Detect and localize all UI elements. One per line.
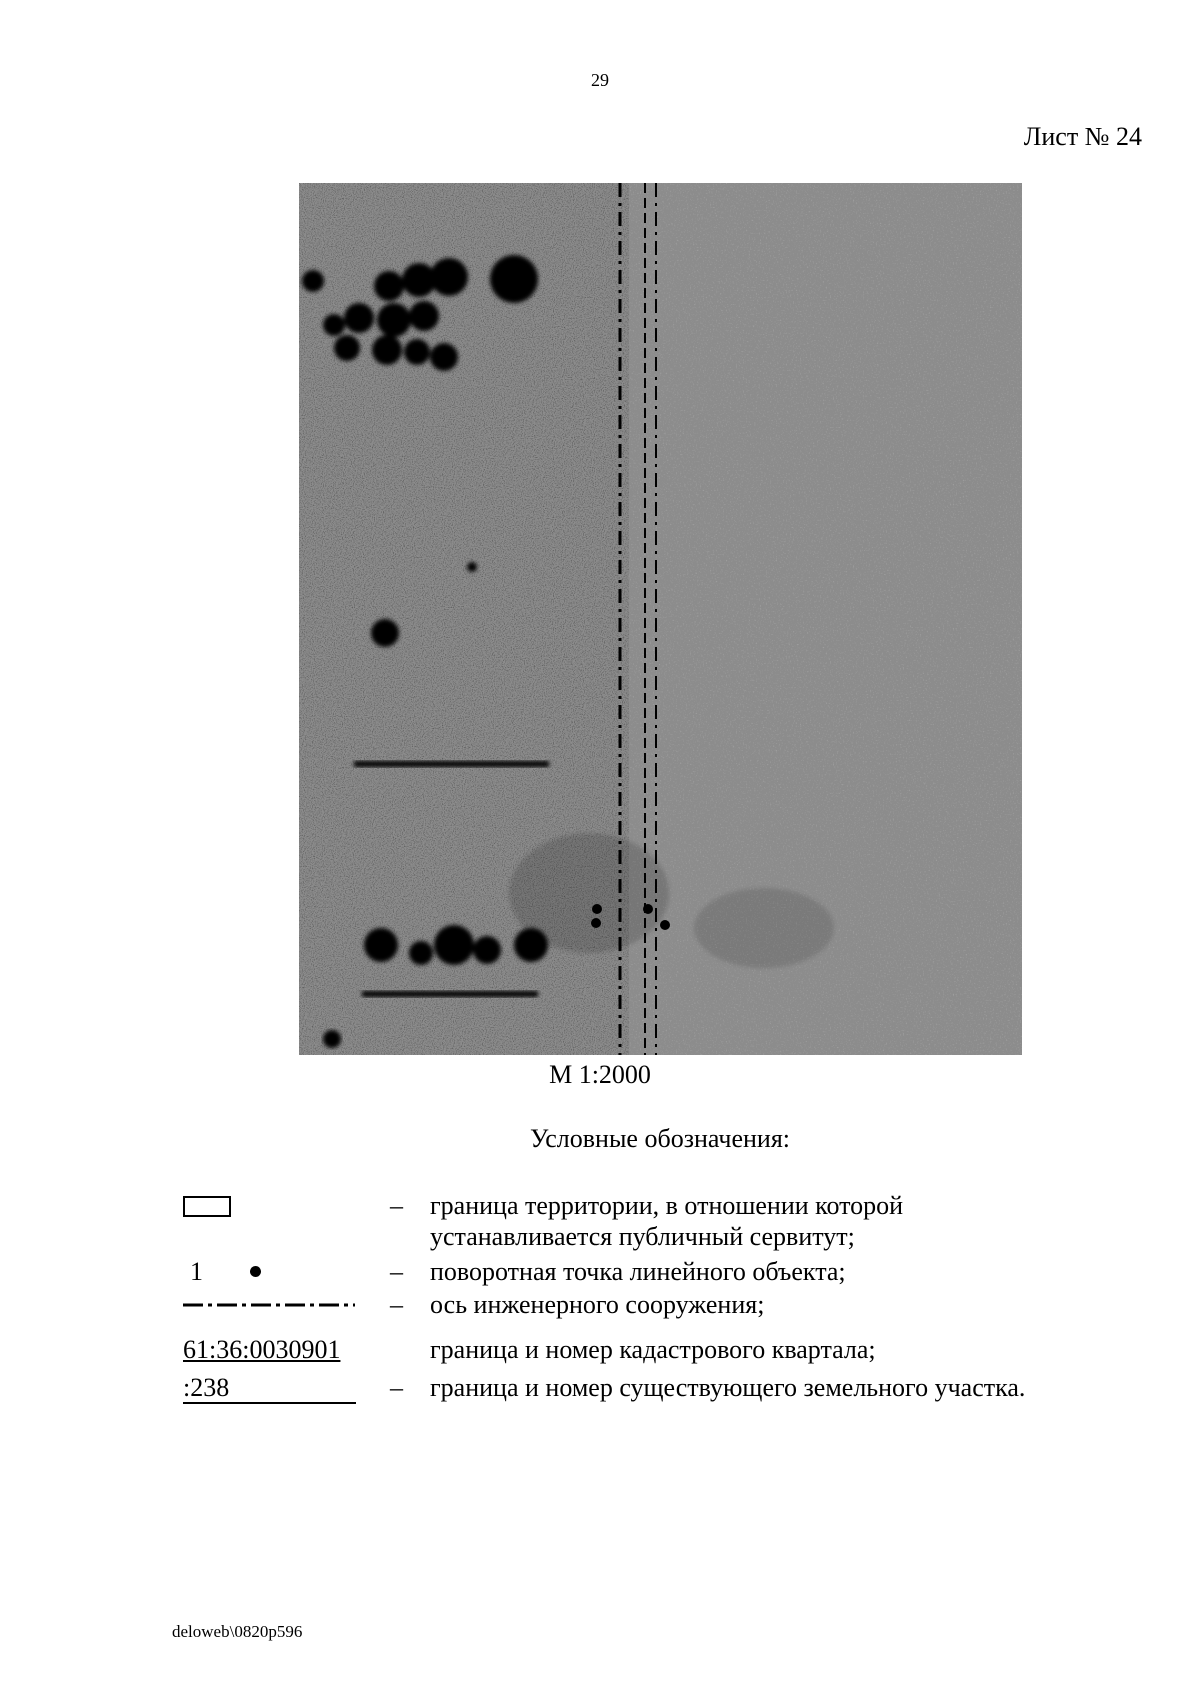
road-line-bottom — [362, 991, 538, 997]
legend-text-line2: устанавливается публичный сервитут; — [430, 1222, 855, 1251]
map-image — [299, 183, 1022, 1055]
page-number: 29 — [591, 70, 609, 90]
legend-dash: – — [390, 1290, 403, 1319]
legend-point-number: 1 — [190, 1257, 203, 1286]
legend-text: поворотная точка линейного объекта; — [430, 1257, 846, 1286]
legend-symbol-plot — [183, 1372, 356, 1404]
legend-plot-number: :238 — [183, 1374, 356, 1404]
legend-dash: – — [390, 1191, 403, 1220]
legend-symbol-point — [190, 1256, 261, 1287]
tree-corner — [323, 1030, 341, 1048]
rectangle-outline-icon — [183, 1196, 231, 1217]
legend-title: Условные обозначения: — [529, 1124, 791, 1153]
sheet-label: Лист № 24 — [1023, 122, 1142, 151]
road-line-middle — [354, 761, 549, 767]
map-svg — [299, 183, 1022, 1055]
dark-patch-right — [694, 888, 834, 968]
dot-icon — [250, 1266, 261, 1277]
legend-text-line1: граница территории, в отношении которой — [430, 1191, 904, 1220]
legend-cadastral-number: 61:36:0030901 — [183, 1335, 341, 1364]
legend-symbol-dashed-line — [183, 1289, 355, 1320]
legend-text — [430, 1190, 1130, 1252]
legend-text: ось инженерного сооружения; — [430, 1290, 765, 1319]
legend-text: граница и номер кадастрового квартала; — [430, 1335, 876, 1364]
dashed-line-icon — [183, 1299, 355, 1313]
legend-symbol-rectangle — [183, 1190, 231, 1217]
footer-code: deloweb\0820p596 — [172, 1622, 303, 1641]
map-scale: М 1:2000 — [549, 1060, 651, 1089]
legend-dash: – — [390, 1257, 403, 1286]
legend-dash: – — [390, 1373, 403, 1402]
legend-text: граница и номер существующего земельного участка. — [430, 1373, 1026, 1402]
